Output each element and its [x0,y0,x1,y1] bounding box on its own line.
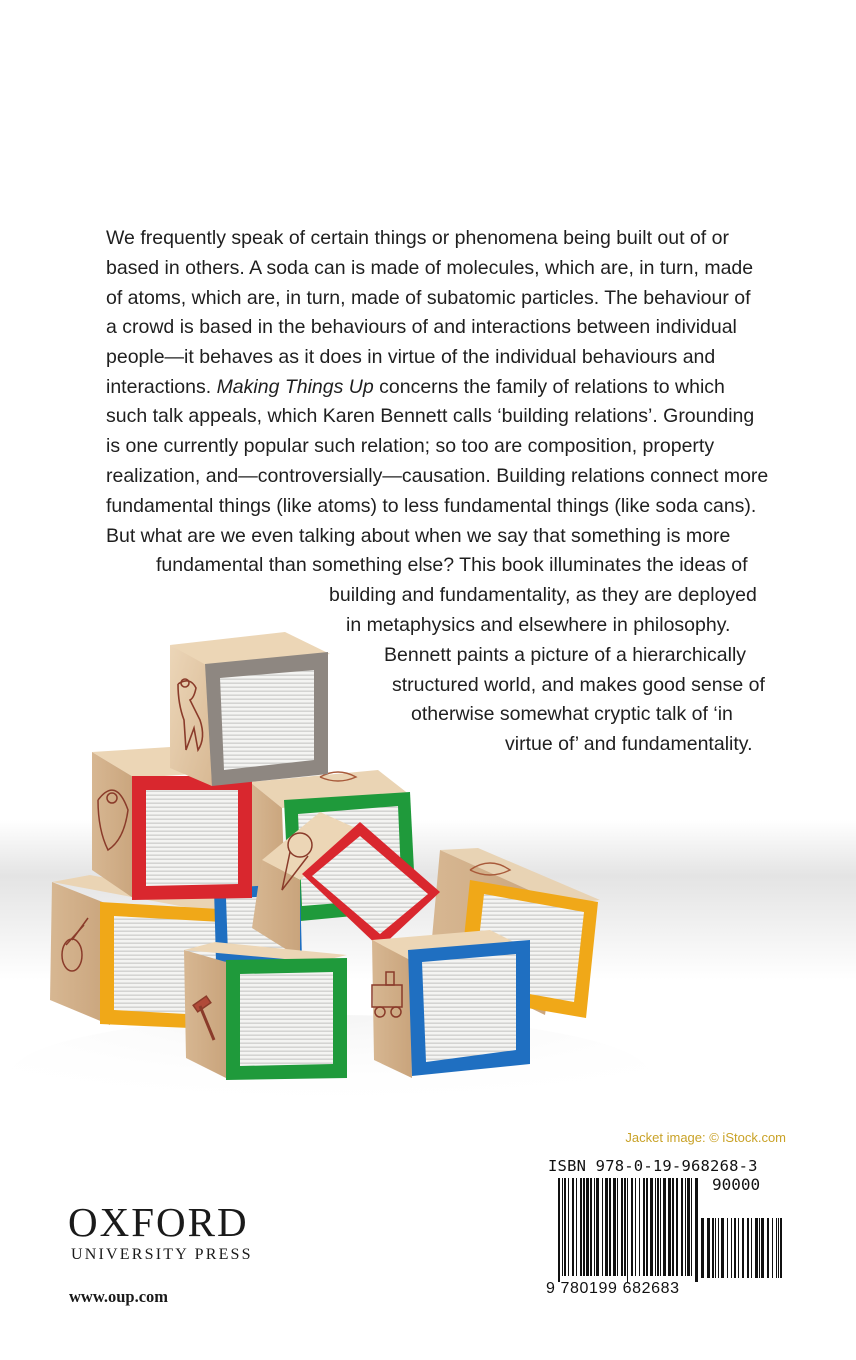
barcode-bar [643,1178,645,1276]
barcode-bar [778,1218,779,1278]
blurb-line-17: otherwise somewhat cryptic talk of ‘in [411,703,733,725]
block-green-front [184,942,347,1080]
barcode-bar [568,1178,569,1276]
ean-digits: 9 780199 682683 [546,1280,680,1297]
barcode-bar [738,1218,739,1278]
blurb-line-18: virtue of’ and fundamentality. [505,733,753,755]
barcode-bar [605,1178,608,1276]
blurb-line-13: building and fundamentality, as they are deployed [329,584,757,606]
barcode-bar [707,1218,710,1278]
barcode-bar [613,1178,616,1276]
barcode-bar [780,1218,782,1278]
blurb-line-7: such talk appeals, which Karen Bennett calls ‘building relations’. Grounding [106,405,755,427]
blurb-line-5: people—it behaves as it does in virtue of the individual behaviours and [106,346,716,368]
blurb-line-14: in metaphysics and elsewhere in philosophy. [346,614,731,636]
blurb-line-1: We frequently speak of certain things or phenomena being built out of or [106,227,729,249]
barcode-bar [759,1218,760,1278]
barcode [556,1178,788,1282]
book-title: Making Things Up [216,376,374,398]
barcode-bar [761,1218,764,1278]
barcode-bar [691,1178,692,1276]
barcode-bar [672,1178,674,1276]
barcode-bar [668,1178,671,1276]
barcode-bar [596,1178,599,1276]
barcode-bar [663,1178,666,1276]
barcode-bar [609,1178,611,1276]
barcode-bar [602,1178,603,1276]
jacket-image-credit: Jacket image: © iStock.com [625,1130,786,1145]
barcode-bar [621,1178,623,1276]
barcode-bar [676,1178,678,1276]
barcode-bar [562,1178,563,1276]
price-code: 90000 [712,1175,761,1194]
blurb-line-15: Bennett paints a picture of a hierarchically [384,644,747,666]
blurb-line-3: of atoms, which are, in turn, made of subatomic particles. The behaviour of [106,287,751,309]
barcode-bar [580,1178,582,1276]
barcode-bar [685,1178,686,1276]
barcode-bar [624,1178,626,1276]
blurb-line-8: is one currently popular such relation; so too are composition, property [106,435,715,457]
barcode-bar [742,1218,744,1278]
barcode-bar [687,1178,690,1276]
barcode-bar [558,1178,560,1282]
barcode-bar [576,1178,577,1276]
blurb-line-2: based in others. A soda can is made of molecules, which are, in turn, made [106,257,754,279]
barcode-bar [715,1218,716,1278]
barcode-bar [657,1178,659,1276]
barcode-bar [734,1218,736,1278]
blurb-line-9: realization, and—controversially—causation. Building relations connect more [106,465,769,487]
barcode-bar [727,1218,728,1278]
blurb-line-4: a crowd is based in the behaviours of and interactions between individual [106,316,737,338]
blurb-line-6-prefix: interactions. [106,376,212,398]
barcode-bar [701,1218,704,1278]
barcode-bar [572,1178,574,1276]
publisher-subname: UNIVERSITY PRESS [71,1246,253,1263]
block-blue-front [372,930,530,1078]
publisher-website[interactable]: www.oup.com [69,1287,169,1306]
barcode-bar [650,1178,653,1276]
barcode-bar [776,1218,777,1278]
isbn-text: ISBN 978-0-19-968268-3 [548,1157,758,1175]
barcode-bar [695,1178,698,1282]
barcode-bar [751,1218,752,1278]
barcode-bar [721,1218,724,1278]
blurb-line-11: But what are we even talking about when we say that something is more [106,525,731,547]
barcode-bar [646,1178,648,1276]
barcode-bar [772,1218,773,1278]
blurb-line-16: structured world, and makes good sense of [392,674,765,696]
barcode-bar [635,1178,636,1276]
blurb-line-6 [106,373,725,402]
barcode-bar [747,1218,749,1278]
barcode-bar [755,1218,758,1278]
barcode-bar [617,1178,618,1276]
publisher-logo: OXFORD [68,1199,249,1245]
barcode-bar [590,1178,592,1276]
barcode-bar [586,1178,589,1276]
block-gray-top [170,632,330,786]
barcode-bar [681,1178,683,1276]
barcode-bar [731,1218,732,1278]
blurb-line-10: fundamental things (like atoms) to less fundamental things (like soda cans). [106,495,757,517]
barcode-bar [583,1178,585,1276]
barcode-bar [631,1178,633,1276]
barcode-bar [712,1218,714,1278]
barcode-bar [660,1178,661,1276]
blurb-line-12: fundamental than something else? This book illuminates the ideas of [156,554,748,576]
blurb-line-6-rest: concerns the family of relations to which [379,376,725,398]
barcode-bar [627,1178,628,1282]
barcode-bar [767,1218,769,1278]
barcode-bar [639,1178,640,1276]
barcode-bar [594,1178,595,1276]
barcode-bar [655,1178,656,1276]
barcode-bar [718,1218,719,1278]
barcode-bar [564,1178,566,1276]
